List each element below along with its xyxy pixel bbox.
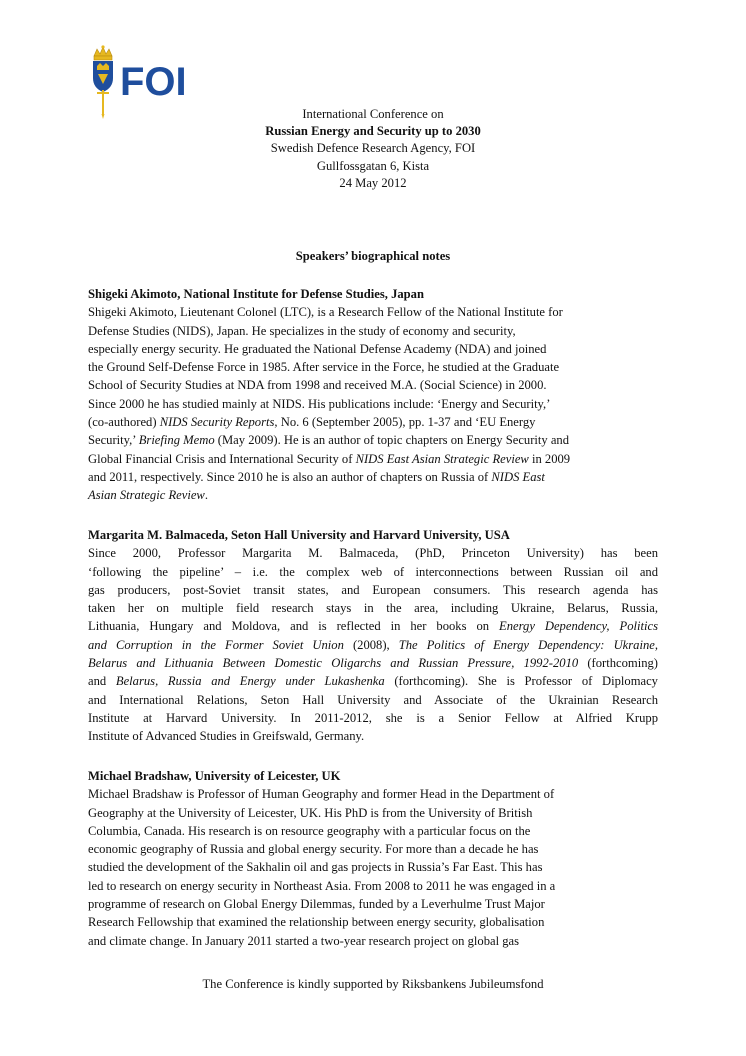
bio-line — [88, 672, 658, 690]
header-address: Gullfossgatan 6, Kista — [316, 158, 430, 173]
header-organization: Swedish Defence Research Agency, FOI — [270, 141, 476, 156]
bio-line: gas producers, post-Soviet transit states, and European consumers. This research agenda has — [88, 582, 658, 597]
bio-line: taken her on multiple field research stays in the area, including Ukraine, Belarus, Russia, — [88, 601, 658, 616]
text-run: Security,’ — [88, 433, 139, 448]
conference-header — [0, 106, 746, 192]
text-run: and 2011, respectively. Since 2010 he is also an author of chapters on Russia of — [88, 469, 492, 484]
bio-name: Shigeki Akimoto, National Institute for Defense Studies, Japan — [88, 287, 424, 301]
text-run: . — [204, 488, 208, 503]
bio-line — [88, 654, 658, 672]
bio-line: economic geography of Russia and global energy security. For more than a decade he has — [88, 842, 539, 857]
bio-line: led to research on energy security in Northeast Asia. From 2008 to 2011 he was engaged in a — [88, 878, 556, 893]
bio-line: Geography at the University of Leicester, UK. His PhD is from the University of British — [88, 805, 533, 820]
bio-line: Michael Bradshaw is Professor of Human Geography and former Head in the Department of — [88, 787, 555, 802]
publication-title: Belarus, Russia and Energy under Lukashenka — [115, 674, 385, 689]
text-run: (2008), — [343, 637, 399, 652]
publication-title: Briefing Memo — [138, 433, 215, 448]
bio-line — [88, 468, 658, 486]
bio-line: Institute at Harvard University. In 2011-2012, she is a Senior Fellow at Alfried Krupp — [88, 710, 658, 725]
bio-line — [88, 413, 658, 431]
text-run: and — [88, 674, 116, 689]
text-run: in 2009 — [528, 451, 571, 466]
bio-line: Since 2000, Professor Margarita M. Balmaceda, (PhD, Princeton University) has been — [88, 546, 658, 561]
text-run: Lithuania, Hungary and Moldova, and is reflected in her books on — [88, 619, 500, 634]
text-run: (forthcoming). She is Professor of Diplomacy — [384, 674, 658, 689]
bio-line — [88, 450, 658, 468]
logo-text: FOI — [120, 60, 187, 104]
bio-line: and climate change. In January 2011 started a two-year research project on global gas — [88, 933, 520, 948]
publication-title: The Politics of Energy Dependency: Ukraine, — [398, 637, 658, 652]
bio-line: ‘following the pipeline’ – i.e. the complex web of interconnections between Russian oil and — [88, 564, 658, 579]
section-title: Speakers’ biographical notes — [295, 249, 451, 263]
bio-line — [88, 431, 658, 449]
bio-line: Institute of Advanced Studies in Greifswald, Germany. — [88, 729, 365, 744]
header-date: 24 May 2012 — [339, 175, 407, 190]
bio-line: Since 2000 he has studied mainly at NIDS. His publications include: ‘Energy and Security,’ — [88, 396, 551, 411]
bio-line: studied the development of the Sakhalin oil and gas projects in Russia’s Far East. This has — [88, 860, 543, 875]
bio-akimoto — [88, 285, 658, 505]
bio-line: the Ground Self-Defense Force in 1985. After service in the Force, he studied at the Graduate — [88, 360, 560, 375]
text-run: (co-authored) — [88, 415, 160, 430]
bio-name: Margarita M. Balmaceda, Seton Hall University and Harvard University, USA — [88, 528, 510, 542]
bio-line: especially energy security. He graduated the National Defense Academy (NDA) and joined — [88, 341, 547, 356]
publication-title: NIDS East — [491, 469, 545, 484]
bio-bradshaw — [88, 767, 658, 950]
bio-line: programme of research on Global Energy Dilemmas, funded by a Leverhulme Trust Major — [88, 897, 545, 912]
publication-title: Belarus and Lithuania Between Domestic Oligarchs and Russian Pressure, 1992-2010 — [88, 656, 579, 671]
publication-title: Asian Strategic Review — [88, 488, 205, 503]
bio-line — [88, 636, 658, 654]
text-run: (May 2009). He is an author of topic chapters on Energy Security and — [214, 433, 570, 448]
bio-name: Michael Bradshaw, University of Leicester, UK — [88, 769, 341, 783]
header-line-1: International Conference on — [302, 107, 444, 121]
publication-title: NIDS Security Reports — [159, 415, 275, 430]
text-run: , No. 6 (September 2005), pp. 1-37 and ‘EU Energy — [274, 415, 536, 430]
publication-title: NIDS East Asian Strategic Review — [355, 451, 529, 466]
conference-title: Russian Energy and Security up to 2030 — [265, 124, 481, 139]
publication-title: and Corruption in the Former Soviet Union — [88, 637, 344, 652]
bio-line: and International Relations, Seton Hall University and Associate of the Ukrainian Research — [88, 692, 658, 707]
bio-line: School of Security Studies at NDA from 1998 and received M.A. (Social Science) in 2000. — [88, 378, 547, 393]
bio-line: Research Fellowship that examined the relationship between energy security, globalisation — [88, 915, 545, 930]
bio-balmaceda — [88, 526, 658, 746]
bio-line: Columbia, Canada. His research is on resource geography with a particular focus on the — [88, 823, 531, 838]
page-footer: The Conference is kindly supported by Riksbankens Jubileumsfond — [202, 977, 544, 991]
bio-line — [88, 617, 658, 635]
bio-line: Defense Studies (NIDS), Japan. He specializes in the study of economy and security, — [88, 323, 516, 338]
publication-title: Energy Dependency, Politics — [499, 619, 658, 634]
bio-line — [88, 486, 658, 504]
text-run: (forthcoming) — [578, 656, 658, 671]
text-run: Global Financial Crisis and International Security of — [88, 451, 356, 466]
bio-line: Shigeki Akimoto, Lieutenant Colonel (LTC), is a Research Fellow of the National Institute for — [88, 305, 563, 320]
